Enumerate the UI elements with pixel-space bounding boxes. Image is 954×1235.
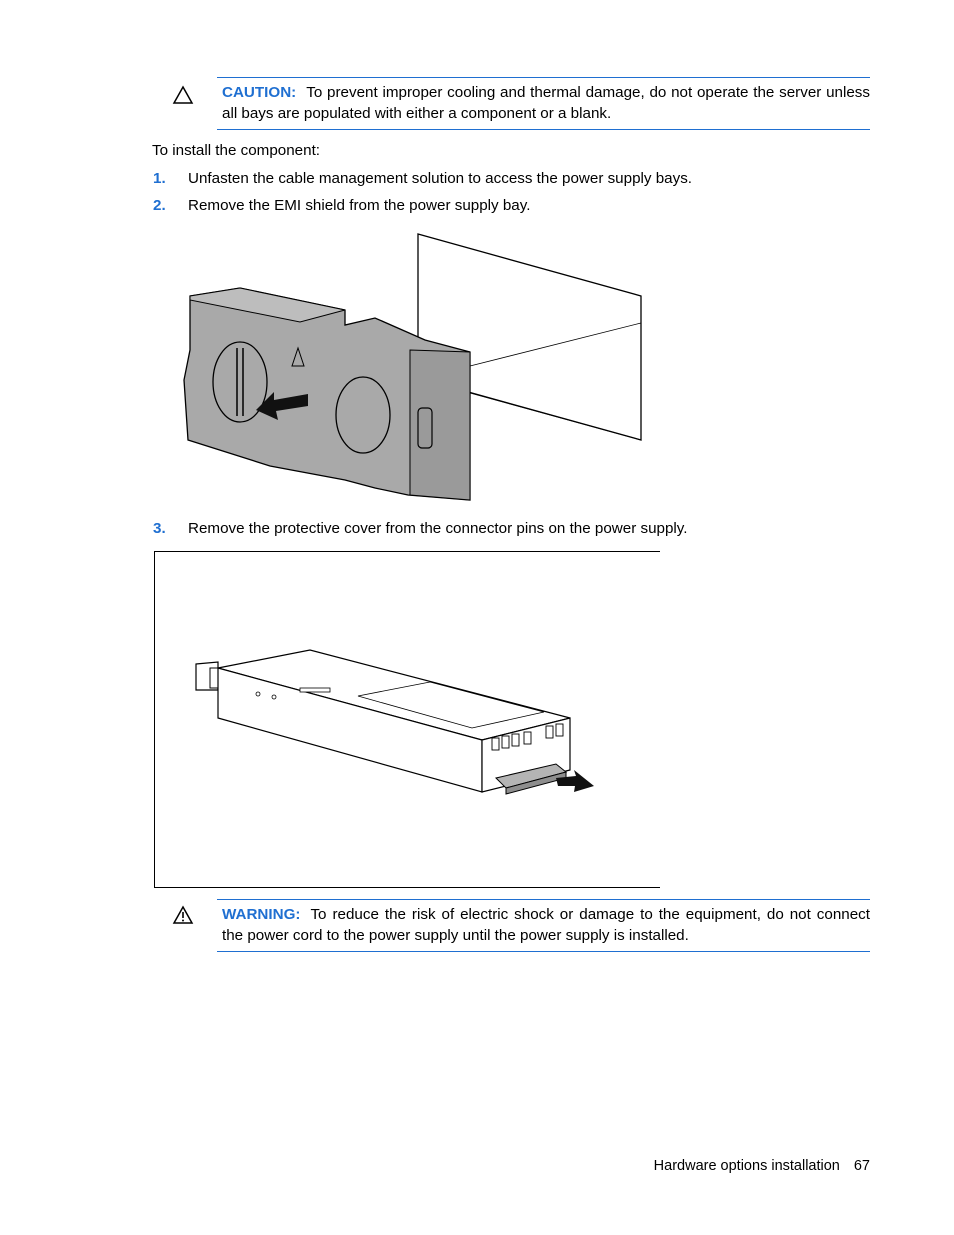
step-number: 3.	[153, 520, 166, 537]
caution-text: To prevent improper cooling and thermal damage, do not operate the server unless all bays are populated with either a component or a blank.	[222, 84, 870, 122]
step-number: 1.	[153, 170, 166, 187]
step-text: Remove the protective cover from the connector pins on the power supply.	[188, 520, 688, 537]
step-3	[153, 519, 687, 539]
step-text: Remove the EMI shield from the power supply bay.	[188, 197, 531, 214]
step-2	[153, 196, 530, 216]
warning-text: To reduce the risk of electric shock or damage to the equipment, do not connect the power cord to the power supply until the power supply is installed.	[222, 906, 870, 944]
step-1	[153, 169, 692, 189]
caution-label: CAUTION:	[222, 84, 297, 101]
power-supply-illustration	[190, 640, 610, 810]
intro-text: To install the component:	[152, 142, 321, 159]
step-text: Unfasten the cable management solution to access the power supply bays.	[188, 170, 693, 187]
warning-triangle-icon	[172, 905, 194, 925]
caution-notice	[217, 77, 870, 130]
footer-section: Hardware options installation	[653, 1158, 840, 1174]
warning-label: WARNING:	[222, 906, 301, 923]
emi-shield-illustration	[170, 230, 650, 510]
warning-notice	[217, 899, 870, 952]
step-number: 2.	[153, 197, 166, 214]
page-footer	[654, 1158, 870, 1174]
page-number: 67	[853, 1158, 870, 1174]
caution-triangle-icon	[172, 85, 194, 105]
